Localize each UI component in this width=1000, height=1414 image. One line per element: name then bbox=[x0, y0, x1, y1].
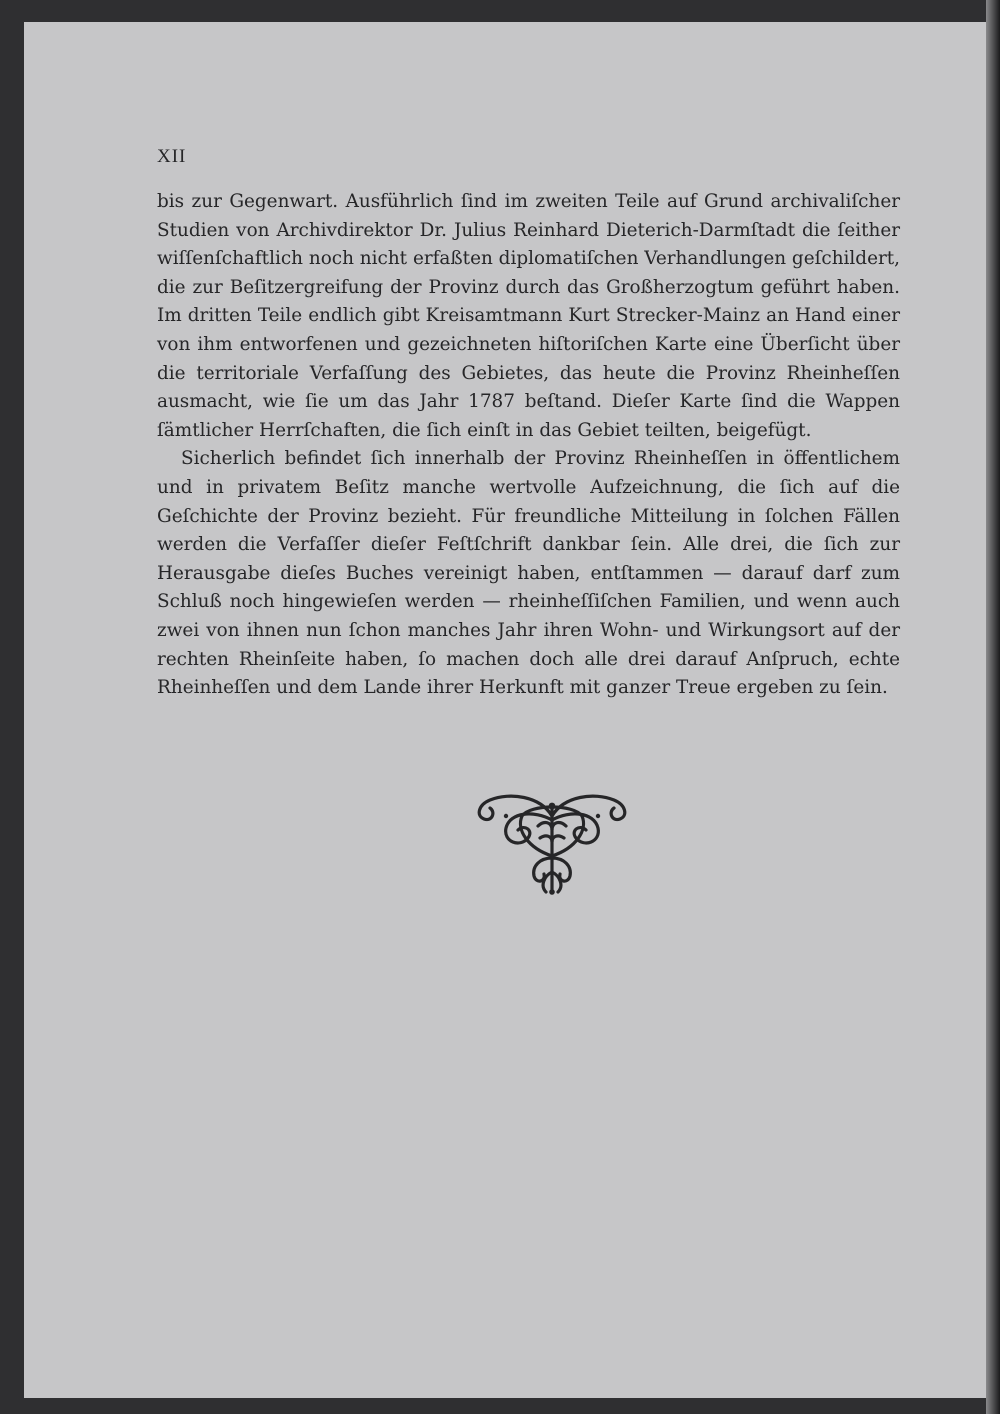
floral-ornament-icon bbox=[470, 786, 634, 898]
paragraph-1: bis zur Gegenwart. Ausführlich ſind im zweiten Teile auf Grund archivaliſcher Studien von Archivdirektor Dr. Julius Reinhard Dieterich-Darmſtadt die ſeither wiſſenſchaftlich noch nicht erfaßten diplomatiſchen Verhandlungen geſchildert, die zur Beſitzergreifung der Provinz durch das Großherzogtum geführt haben. Im dritten Teile endlich gibt Kreisamtmann Kurt Strecker-Mainz an Hand einer von ihm entworfenen und gezeichneten hiſtoriſchen Karte eine Überſicht über die territoriale Verfaſſung des Gebietes, das heute die Provinz Rheinheſſen ausmacht, wie ſie um das Jahr 1787 beſtand. Dieſer Karte ſind die Wappen ſämtlicher Herrſchaften, die ſich einſt in das Gebiet teilten, beigefügt. bbox=[157, 191, 900, 441]
page-number: XII bbox=[157, 146, 187, 167]
paragraph-2: Sicherlich befindet ſich innerhalb der Provinz Rheinheſſen in öffentlichem und in privatem Beſitz manche wertvolle Aufzeichnung, die ſich auf die Geſchichte der Provinz bezieht. Für freundliche Mitteilung in ſolchen Fällen werden die Verfaſſer dieſer Feſtſchrift dankbar ſein. Alle drei, die ſich zur Herausgabe dieſes Buches vereinigt haben, entſtammen — darauf darf zum Schluß noch hingewieſen werden — rheinheſſiſchen Familien, und wenn auch zwei von ihnen nun ſchon manches Jahr ihren Wohn- und Wirkungsort auf der rechten Rheinſeite haben, ſo machen doch alle drei darauf Anſpruch, echte Rheinheſſen und dem Lande ihrer Herkunft mit ganzer Treue ergeben zu ſein. bbox=[157, 448, 900, 699]
page-text-block bbox=[157, 146, 900, 703]
page-edge-shadow bbox=[986, 0, 1000, 1414]
